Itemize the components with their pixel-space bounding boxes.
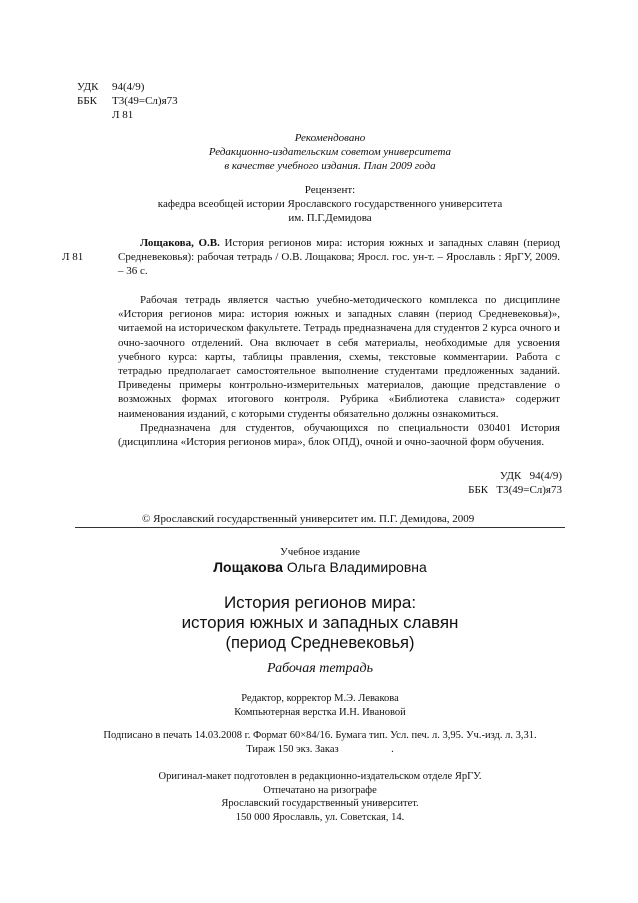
catalog-entry <box>118 236 560 279</box>
imprint-title-line-1: История регионов мира: <box>223 593 417 612</box>
bbk-value: Т3(49=Сл)я73 <box>112 95 178 108</box>
classification-right <box>440 469 562 497</box>
udk-value: 94(4/9) <box>112 81 145 93</box>
reviewer-block <box>110 183 550 226</box>
imprint-author <box>120 558 520 576</box>
author-mark: Л 81 <box>112 109 134 122</box>
imprint-layout: Компьютерная верстка И.Н. Ивановой <box>234 706 406 718</box>
udk-label-right: УДК <box>499 470 522 482</box>
classification-block <box>77 80 237 123</box>
edition-type: Учебное издание <box>279 546 361 558</box>
imprint-title-line-3: (период Средневековья) <box>225 634 415 652</box>
catalog-author: Лощакова, О.В. <box>140 237 220 249</box>
recommendation-title: Рекомендовано <box>294 132 366 144</box>
recommendation-plan: в качестве учебного издания. План 2009 года <box>224 160 436 173</box>
recommendation-council: Редакционно-издательским советом университета <box>208 146 452 159</box>
imprint-publisher-4: 150 000 Ярославль, ул. Советская, 14. <box>235 811 405 823</box>
catalog-margin-mark: Л 81 <box>62 251 84 263</box>
imprint-staff <box>120 692 520 719</box>
imprint-title <box>90 593 550 653</box>
imprint-author-given: Ольга Владимировна <box>282 559 427 575</box>
imprint-editor: Редактор, корректор М.Э. Левакова <box>241 693 399 704</box>
bbk-value-right: Т3(49=Сл)я73 <box>496 484 562 497</box>
udk-label: УДК <box>77 81 99 93</box>
imprint-print-line-2: Тираж 150 экз. Заказ . <box>246 743 394 755</box>
bbk-label-right: ББК <box>468 484 489 497</box>
imprint-publisher-1: Оригинал-макет подготовлен в редакционно-издательском отделе ЯрГУ. <box>158 771 482 782</box>
imprint-author-surname: Лощакова <box>213 559 283 575</box>
imprint-subtitle: Рабочая тетрадь <box>267 661 373 676</box>
recommendation-block <box>120 131 540 174</box>
copyright-line: © Ярославский государственный университет им. П.Г. Демидова, 2009 <box>142 513 475 525</box>
abstract-paragraph-1: Рабочая тетрадь является частью учебно-методического комплекса по дисциплине «История регионов мира: история южных и западных славян (период Средневековья)», читаемой на историческом факультете. Тетрадь предназначена для студентов 2 курса очного и очно-заочного отделений. Она включает в себя материалы, необходимые для усвоения учебного курса: карты, таблицы правления, схемы, текстовые комментарии. Работа с тетрадью предполагает самостоятельное выполнение студентами предложенных заданий. Приведены примеры контрольно-измерительных материалов, дающие представление о возможных формах итогового контроля. Рубрика «Библиотека слависта» содержит наименования изданий, с которыми студенты обязательно должны ознакомиться. <box>118 294 560 420</box>
abstract-paragraph-2: Предназначена для студентов, обучающихся по специальности 030401 История (дисциплина «История регионов мира», блок ОПД), очной и очно-заочной форм обучения. <box>118 421 560 449</box>
reviewer-title: Рецензент: <box>304 184 356 196</box>
imprint-print-line-1: Подписано в печать 14.03.2008 г. Формат 60×84/16. Бумага тип. Усл. печ. л. 3,95. Уч.-изд. л. 3,31. <box>103 730 537 741</box>
abstract-block <box>118 293 560 449</box>
imprint-title-line-2: история южных и западных славян <box>181 613 459 632</box>
divider-line <box>75 527 565 528</box>
imprint-print-info <box>60 729 580 756</box>
catalog-text: История регионов мира: история южных и западных славян (период Средневековья): рабочая тетрадь / О.В. Лощакова; Яросл. гос. ун-т. – Ярославль : ЯрГУ, 2009. – 36 с. <box>118 237 560 278</box>
imprint-publisher-2: Отпечатано на ризографе <box>263 784 377 796</box>
imprint-publisher <box>80 770 560 824</box>
reviewer-department: кафедра всеобщей истории Ярославского государственного университета <box>157 198 503 211</box>
udk-value-right: 94(4/9) <box>529 470 562 482</box>
reviewer-university: им. П.Г.Демидова <box>288 212 372 225</box>
imprint-publisher-3: Ярославский государственный университет. <box>221 798 419 809</box>
bbk-label: ББК <box>77 95 97 108</box>
